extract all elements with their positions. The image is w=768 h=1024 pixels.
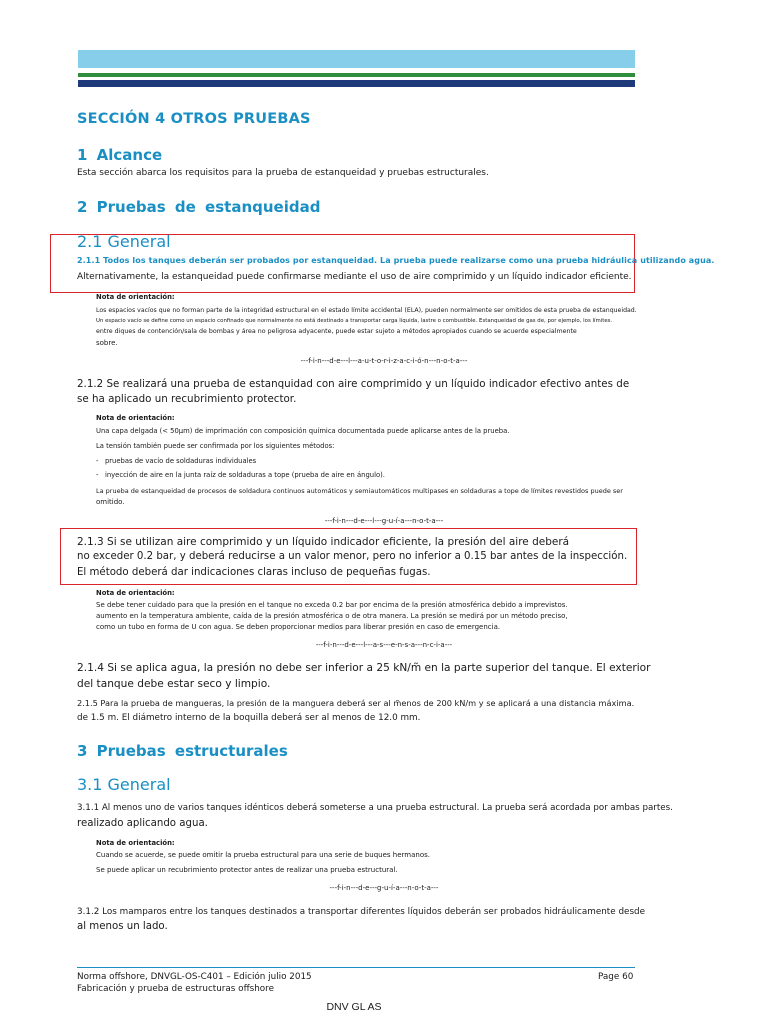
footer-company: DNV GL AS xyxy=(326,1001,382,1013)
note-2-bullet-1-text: pruebas de vacío de soldaduras individuales xyxy=(104,457,257,465)
subheading-2-1-general: 2.1 General xyxy=(77,232,171,251)
footer-rule xyxy=(77,967,635,968)
note-2-bullet-1 xyxy=(96,456,256,467)
para-2-1-4-line-2: del tanque debe estar seco y limpio. xyxy=(77,678,271,690)
heading-alcance: 1 Alcance xyxy=(77,146,163,164)
note-4-line-1: Cuando se acuerde, se puede omitir la prueba estructural para una serie de buques hermanos. xyxy=(96,851,430,859)
end-note-4: ---f-i-n---d-e---g-u-í-a---n-o-t-a--- xyxy=(329,884,439,892)
footer-line-1: Norma offshore, DNVGL-OS-C401 – Edición julio 2015 xyxy=(77,972,312,982)
bullet-dash: - xyxy=(96,457,105,465)
header-band-green xyxy=(78,73,635,77)
note-2-line-2: La tensión también puede ser confirmada por los siguientes métodos: xyxy=(96,442,335,450)
note-1-line-2: Un espacio vacío se define como un espacio confinado que normalmente no está destinado a transportar carga líquida, lastre o combustible. Estanqueidad de gas de, por ejemplo, los límites. xyxy=(96,318,613,324)
subheading-3-1-general: 3.1 General xyxy=(77,775,171,794)
header-band-navy xyxy=(78,80,635,87)
note-1-title: Nota de orientación: xyxy=(96,293,175,301)
header-band-light xyxy=(78,50,635,68)
para-3-1-1-line-2: realizado aplicando agua. xyxy=(77,818,208,829)
end-note-2: ---f-i-n---d-e---l---g-u-í-a---n-o-t-a--- xyxy=(324,517,444,525)
note-3-line-1: Se debe tener cuidado para que la presión en el tanque no exceda 0.2 bar por encima de la presión atmosférica debido a imprevistos. xyxy=(96,601,568,609)
heading-estanqueidad: 2 Pruebas de estanqueidad xyxy=(77,198,321,216)
para-2-1-3-line-2: no exceder 0.2 bar, y deberá reducirse a un valor menor, pero no inferior a 0.15 bar antes de la inspección. xyxy=(77,551,628,562)
end-note-3: ---f-i-n---d-e---l---a-s---e-n-s-a---n-c-i-a--- xyxy=(315,641,453,649)
note-1-line-4: sobre. xyxy=(96,339,118,347)
bullet-dash: - xyxy=(96,471,105,479)
footer-line-2: Fabricación y prueba de estructuras offshore xyxy=(77,984,275,994)
note-2-bullet-2 xyxy=(96,470,385,481)
para-2-1-2-line-1: 2.1.2 Se realizará una prueba de estanquidad con aire comprimido y un líquido indicador efectivo antes de xyxy=(77,378,630,390)
note-2-bullet-2-text: inyección de aire en la junta raíz de soldaduras a tope (prueba de aire en ángulo). xyxy=(104,471,385,479)
note-2-line-3: La prueba de estanqueidad de procesos de soldadura continuos automáticos y semiautomáticos multipases en soldaduras a tope de límites revestidos puede ser xyxy=(96,487,623,495)
para-2-1-5-line-1: 2.1.5 Para la prueba de mangueras, la presión de la manguera deberá ser al m̃enos de 200 kN/m y se aplicará a una distancia máxima. xyxy=(77,698,635,708)
para-3-1-2-line-2: al menos un lado. xyxy=(77,921,168,932)
para-2-1-5-line-2: de 1.5 m. El diámetro interno de la boquilla deberá ser al menos de 12.0 mm. xyxy=(77,713,421,723)
note-4-title: Nota de orientación: xyxy=(96,839,175,847)
para-3-1-2-line-1: 3.1.2 Los mamparos entre los tanques destinados a transportar diferentes líquidos deberán ser probados hidráulicamente desde xyxy=(77,907,646,917)
alcance-text: Esta sección abarca los requisitos para la prueba de estanqueidad y pruebas estructurales. xyxy=(77,168,489,178)
para-2-1-3-line-1: 2.1.3 Si se utilizan aire comprimido y un líquido indicador eficiente, la presión del aire deberá xyxy=(77,536,570,548)
end-note-1: ---f-i-n---d-e---l---a-u-t-o-r-i-z-a-c-i-ó-n---n-o-t-a--- xyxy=(300,357,468,365)
para-2-1-1-rest: Alternativamente, la estanqueidad puede confirmarse mediante el uso de aire comprimido y un líquido indicador eficiente. xyxy=(77,272,632,282)
para-3-1-1-line-1: 3.1.1 Al menos uno de varios tanques idénticos deberá someterse a una prueba estructural. La prueba será acordada por ambas partes. xyxy=(77,803,673,813)
note-2-line-1: Una capa delgada (< 50µm) de imprimación con composición química documentada puede aplicarse antes de la prueba. xyxy=(96,427,510,435)
note-1-line-1: Los espacios vacíos que no forman parte de la integridad estructural en el estado límite accidental (ELA), pueden normalmente ser omitidos de esta prueba de estanqueidad. xyxy=(96,307,637,314)
para-2-1-4-line-1: 2.1.4 Si se aplica agua, la presión no debe ser inferior a 25 kN/m̃ en la parte superior del tanque. El exterior xyxy=(77,662,651,674)
note-3-line-2: aumento en la temperatura ambiente, caída de la presión atmosférica o de otra manera. La presión se medirá por un método preciso, xyxy=(96,612,568,620)
note-1-line-3: entre diques de contención/sala de bombas y área no peligrosa adyacente, puede estar sujeto a métodos apropiados cuando se acuerde especialmente xyxy=(96,328,577,335)
para-2-1-2-line-2: se ha aplicado un recubrimiento protector. xyxy=(77,393,297,405)
section-title: SECCIÓN 4 OTROS PRUEBAS xyxy=(77,111,311,127)
footer-page-number: Page 60 xyxy=(598,972,634,982)
note-2-line-4: omitido. xyxy=(96,498,125,506)
para-2-1-3-line-3: El método deberá dar indicaciones claras incluso de pequeñas fugas. xyxy=(77,567,431,578)
note-4-line-2: Se puede aplicar un recubrimiento protector antes de realizar una prueba estructural. xyxy=(96,866,398,874)
note-3-line-3: como un tubo en forma de U con agua. Se deben proporcionar medios para liberar presión en caso de emergencia. xyxy=(96,623,501,631)
note-3-title: Nota de orientación: xyxy=(96,589,175,597)
para-2-1-1-blue: 2.1.1 Todos los tanques deberán ser probados por estanqueidad. La prueba puede realizarse como una prueba hidráulica utilizando agua. xyxy=(77,256,715,265)
heading-estructurales: 3 Pruebas estructurales xyxy=(77,742,288,760)
note-2-title: Nota de orientación: xyxy=(96,414,175,422)
